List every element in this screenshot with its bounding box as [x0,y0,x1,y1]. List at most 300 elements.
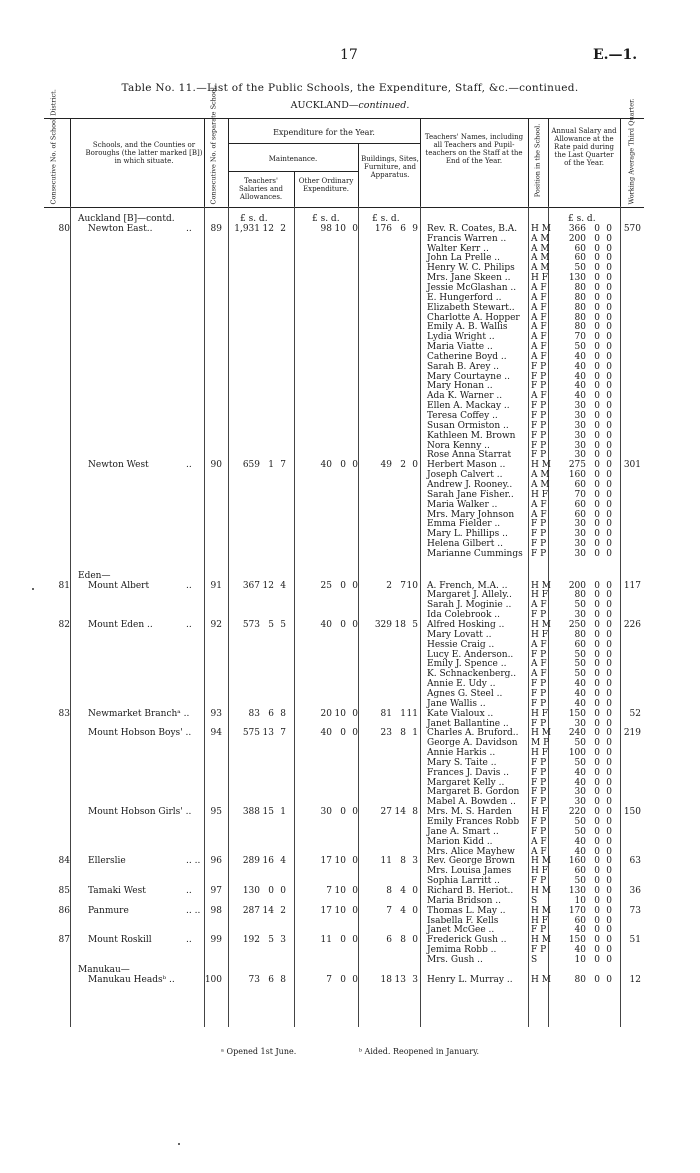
table-row [0,975,700,986]
district-number: 82 [58,620,70,630]
footnote-a: ᵃ Opened 1st June. [220,1047,297,1056]
asal-annual-salary: 50 0 0 [574,757,612,768]
working-average: 51 [629,935,641,946]
teacher-position: F P [531,450,547,461]
teacher-name: Mary Courtayne .. [427,371,511,382]
teacher-position: H M [531,935,551,946]
oth-other: 98 10 0 [320,223,358,234]
asal-annual-salary: 80 0 0 [574,629,612,640]
asal-annual-salary: 80 0 0 [574,292,612,303]
bld-buildings: 6 8 0 [386,935,418,946]
teacher-name: Marion Kidd .. [427,836,493,847]
teacher-position: A F [531,836,547,847]
teacher-position: F P [531,679,547,690]
asal-annual-salary: 40 0 0 [574,767,612,778]
sal-salaries: 130 0 0 [242,885,286,896]
teacher-name: Frances J. Davis .. [427,767,509,778]
teacher-position: A M [531,479,550,490]
asal-annual-salary: 250 0 0 [568,620,612,630]
working-average: 52 [629,708,641,719]
asal-annual-salary: 275 0 0 [568,460,612,471]
teacher-position: F P [531,718,547,729]
school-name: Mount Hobson Girls' .. [88,807,192,818]
asal-annual-salary: 50 0 0 [574,876,612,887]
teacher-position: A F [531,600,547,611]
teacher-name: Sarah Jane Fisher.. [427,489,514,500]
header-annual-salary: Annual Salary and Allowance at the Rate paid during the Last Quarter of the Year. [551,127,617,167]
oth-other: 17 10 0 [320,905,358,916]
asal-annual-salary: 50 0 0 [574,649,612,660]
teacher-name: George A. Davidson [427,738,518,749]
leader-dots: .. [186,580,192,591]
teacher-name: Jane A. Smart .. [427,826,499,837]
header-teachers-names: Teachers' Names, including all Teachers and Pupil-teachers on the Staff at the End of the Year. [424,133,524,165]
teacher-name: Margaret B. Gordon [427,787,520,798]
working-average: 219 [623,728,641,739]
bld-buildings: 81 111 [380,708,418,719]
working-average: 150 [623,807,641,818]
teacher-name: E. Hungerford .. [427,292,502,303]
teacher-position: H F [531,708,548,719]
lsd-label-salaries: £ s. d. [240,214,268,224]
sal-salaries: 83 6 8 [248,708,286,719]
district-number: 85 [58,885,70,896]
teacher-position: F P [531,440,547,451]
sal-salaries: 573 5 5 [242,620,286,630]
asal-annual-salary: 30 0 0 [574,797,612,808]
sal-salaries: 289 16 4 [242,856,286,867]
teacher-position: H F [531,915,548,926]
teacher-name: Maria Walker .. [427,499,498,510]
teacher-name: Thomas L. May .. [427,905,506,916]
teacher-name: Richard B. Heriot.. [427,885,514,896]
teacher-name: Ada K. Warner .. [427,391,503,402]
working-average: 12 [629,974,641,985]
oth-other: 25 0 0 [320,580,358,591]
bld-buildings: 7 4 0 [386,905,418,916]
school-number: 99 [210,935,222,946]
sal-salaries: 1,931 12 2 [234,223,286,234]
teacher-name: Emma Fielder .. [427,519,501,530]
document-reference: E.—1. [593,47,638,63]
teacher-position: A F [531,669,547,680]
sal-salaries: 287 14 2 [242,905,286,916]
school-name: Ellerslie [88,856,126,867]
table-title: Table No. 11.—List of the Public Schools, the Expenditure, Staff, &c.—continued. [121,82,579,94]
teacher-name: Rose Anna Starrat [427,450,512,461]
teacher-position: F P [531,777,547,788]
teacher-position: F P [531,401,547,412]
teacher-position: A F [531,322,547,333]
bld-buildings: 23 8 1 [380,728,418,739]
teacher-position: F P [531,826,547,837]
teacher-position: F P [531,539,547,550]
teacher-position: H F [531,590,548,601]
teacher-position: F P [531,371,547,382]
teacher-position: F P [531,797,547,808]
oth-other: 7 10 0 [326,885,358,896]
stray-mark [178,1143,180,1145]
teacher-position: A F [531,846,547,857]
asal-annual-salary: 50 0 0 [574,659,612,670]
header-working-average: Working Average Third Quarter. [627,98,636,205]
teacher-name: Charles A. Bruford.. [427,728,519,739]
teacher-name: Lydia Wright .. [427,332,495,343]
teacher-name: Nora Kenny .. [427,440,490,451]
sal-salaries: 73 6 8 [248,974,286,985]
teacher-position: F P [531,649,547,660]
teacher-name: Janet McGee .. [427,925,495,936]
asal-annual-salary: 30 0 0 [574,529,612,540]
asal-annual-salary: 60 0 0 [574,915,612,926]
teacher-position: A F [531,332,547,343]
oth-other: 40 0 0 [320,460,358,471]
teacher-position: H M [531,974,551,985]
asal-annual-salary: 70 0 0 [574,489,612,500]
school-number: 94 [210,728,222,739]
asal-annual-salary: 50 0 0 [574,826,612,837]
header-expenditure: Expenditure for the Year. [273,128,375,137]
teacher-position: A F [531,499,547,510]
teacher-name: Charlotte A. Hopper [427,312,520,323]
teacher-name: Mary L. Phillips .. [427,529,508,540]
asal-annual-salary: 40 0 0 [574,925,612,936]
teacher-name: Mary Honan .. [427,381,493,392]
sal-salaries: 192 5 3 [242,935,286,946]
teacher-name: Elizabeth Stewart.. [427,302,515,313]
leader-dots: .. .. [186,905,201,916]
teacher-position: F P [531,757,547,768]
lsd-label-other: £ s. d. [312,214,340,224]
teacher-name: Henry W. C. Philips [427,263,515,274]
teacher-name: Kathleen M. Brown [427,430,516,441]
teacher-position: A M [531,470,550,481]
asal-annual-salary: 40 0 0 [574,945,612,956]
school-name: Tamaki West [88,885,146,896]
asal-annual-salary: 50 0 0 [574,263,612,274]
school-number: 91 [210,580,222,591]
teacher-position: A M [531,233,550,244]
school-name: Manukau Headsᵇ .. [88,974,175,985]
asal-annual-salary: 200 0 0 [568,580,612,591]
teacher-position: F P [531,688,547,699]
school-number: 98 [210,905,222,916]
teacher-name: K. Schnackenberg.. [427,669,517,680]
school-number: 89 [210,223,222,234]
teacher-name: Andrew J. Rooney.. [427,479,513,490]
teacher-position: F P [531,787,547,798]
asal-annual-salary: 60 0 0 [574,509,612,520]
bld-buildings: 27 14 8 [380,807,418,818]
stray-mark [32,588,34,590]
school-number: 93 [210,708,222,719]
school-name: Mount Albert [88,580,150,591]
teacher-name: Annie E. Udy .. [427,679,496,690]
leader-dots: .. [186,885,192,896]
teacher-name: Mary Lovatt .. [427,629,492,640]
asal-annual-salary: 80 0 0 [574,282,612,293]
header-buildings: Buildings, Sites, Furniture, and Apparatus. [361,155,419,179]
teacher-position: F P [531,698,547,709]
header-schools: Schools, and the Counties or Boroughs (the latter marked [B]) in which situate. [85,141,203,165]
teacher-name: Mary S. Taite .. [427,757,497,768]
school-name: Mount Roskill [88,935,152,946]
asal-annual-salary: 30 0 0 [574,610,612,621]
teacher-position: H M [531,460,551,471]
school-number: 100 [204,974,222,985]
header-consec-school: Consecutive No. of separate School. [209,85,218,205]
asal-annual-salary: 60 0 0 [574,866,612,877]
teacher-name: Susan Ormiston .. [427,420,509,431]
teacher-position: H M [531,885,551,896]
asal-annual-salary: 240 0 0 [568,728,612,739]
district-number: 87 [58,935,70,946]
header-other-expenditure: Other Ordinary Expenditure. [298,177,354,193]
asal-annual-salary: 30 0 0 [574,411,612,421]
teacher-position: H M [531,728,551,739]
teacher-name: Mrs. M. S. Harden [427,807,512,818]
asal-annual-salary: 40 0 0 [574,391,612,402]
school-number: 97 [210,885,222,896]
asal-annual-salary: 50 0 0 [574,669,612,680]
school-number: 96 [210,856,222,867]
teacher-position: H F [531,629,548,640]
asal-annual-salary: 30 0 0 [574,440,612,451]
school-number: 90 [210,460,222,471]
teacher-position: H F [531,807,548,818]
asal-annual-salary: 40 0 0 [574,846,612,857]
asal-annual-salary: 60 0 0 [574,253,612,264]
teacher-position: H F [531,866,548,877]
asal-annual-salary: 30 0 0 [574,450,612,461]
teacher-position: F P [531,876,547,887]
teacher-position: H M [531,905,551,916]
asal-annual-salary: 70 0 0 [574,332,612,343]
teacher-position: A F [531,659,547,670]
footnotes [0,1047,700,1056]
teacher-position: F P [531,420,547,431]
teacher-name: Alfred Hosking .. [427,620,505,630]
teacher-name: John La Prelle .. [427,253,501,264]
school-name: Auckland [B]—contd. [78,214,175,224]
asal-annual-salary: 30 0 0 [574,787,612,798]
teacher-name: Margaret Kelly .. [427,777,505,788]
teacher-name: Lucy E. Anderson.. [427,649,514,660]
teacher-name: Agnes G. Steel .. [427,688,503,699]
bld-buildings: 2 710 [386,580,418,591]
district-number: 80 [58,223,70,234]
teacher-name: Francis Warren .. [427,233,507,244]
asal-annual-salary: 40 0 0 [574,361,612,372]
oth-other: 40 0 0 [320,620,358,630]
school-name: Manukau— [78,964,130,975]
teacher-position: A F [531,351,547,362]
teacher-name: Walter Kerr .. [427,243,489,254]
teacher-name: Janet Ballantine .. [427,718,509,729]
bld-buildings: 49 2 0 [380,460,418,471]
working-average: 226 [623,620,641,630]
teacher-name: Teresa Coffey .. [427,411,498,421]
school-name: Newmarket Branchᵃ .. [88,708,190,719]
page-number: 17 [340,47,358,63]
asal-annual-salary: 60 0 0 [574,499,612,510]
sal-salaries: 388 15 1 [242,807,286,818]
teacher-position: M P [531,738,550,749]
leader-dots: .. [186,620,192,630]
teacher-name: Catherine Boyd .. [427,351,507,362]
teacher-name: Isabella F. Kells [427,915,499,926]
teacher-name: Ellen A. Mackay .. [427,401,510,412]
teacher-name: Kate Vialoux .. [427,708,494,719]
teacher-position: F P [531,430,547,441]
asal-annual-salary: 10 0 0 [574,954,612,965]
teacher-position: A F [531,312,547,323]
teacher-position: H M [531,856,551,867]
footnote-b: ᵇ Aided. Reopened in January. [358,1047,480,1056]
teacher-name: Jane Wallis .. [427,698,486,709]
teacher-position: H F [531,273,548,284]
bld-buildings: 329 18 5 [374,620,418,630]
teacher-name: Ida Colebrook .. [427,610,500,621]
teacher-name: Sarah B. Arey .. [427,361,499,372]
bld-buildings: 176 6 9 [374,223,418,234]
teacher-name: Maria Bridson .. [427,895,501,906]
asal-annual-salary: 130 0 0 [568,885,612,896]
teacher-name: Herbert Mason .. [427,460,506,471]
teacher-name: Jessie McGlashan .. [427,282,517,293]
asal-annual-salary: 30 0 0 [574,548,612,559]
teacher-position: F P [531,548,547,559]
table-subtitle: AUCKLAND—continued. [290,100,410,111]
district-number: 84 [58,856,70,867]
asal-annual-salary: 40 0 0 [574,836,612,847]
asal-annual-salary: 160 0 0 [568,470,612,481]
teacher-position: H M [531,223,551,234]
teacher-position: H M [531,580,551,591]
teacher-name: Mabel A. Bowden .. [427,797,516,808]
teacher-name: Sarah J. Moginie .. [427,600,512,611]
school-name: Mount Hobson Boys' .. [88,728,192,739]
school-name: Eden— [78,570,111,581]
asal-annual-salary: 80 0 0 [574,974,612,985]
bld-buildings: 18 13 3 [380,974,418,985]
asal-annual-salary: 170 0 0 [568,905,612,916]
school-name: Newton West [88,460,149,471]
header-consec-district: Consecutive No. of School District. [49,89,58,205]
header-teachers-salaries: Teachers' Salaries and Allowances. [238,177,284,201]
asal-annual-salary: 30 0 0 [574,718,612,729]
asal-annual-salary: 60 0 0 [574,243,612,254]
teacher-position: H M [531,620,551,630]
lsd-label-salary: £ s. d. [568,214,596,224]
teacher-name: Hessie Craig .. [427,639,495,650]
teacher-position: F P [531,411,547,421]
teacher-name: Rev. R. Coates, B.A. [427,223,518,234]
school-name: Panmure [88,905,129,916]
asal-annual-salary: 30 0 0 [574,401,612,412]
asal-annual-salary: 80 0 0 [574,590,612,601]
leader-dots: .. [186,935,192,946]
asal-annual-salary: 80 0 0 [574,302,612,313]
asal-annual-salary: 366 0 0 [568,223,612,234]
teacher-name: Rev. George Brown [427,856,515,867]
oth-other: 40 0 0 [320,728,358,739]
teacher-position: S [531,954,538,965]
asal-annual-salary: 30 0 0 [574,519,612,530]
teacher-position: H F [531,489,548,500]
teacher-position: A M [531,253,550,264]
teacher-name: Margaret J. Allely.. [427,590,512,601]
asal-annual-salary: 40 0 0 [574,777,612,788]
teacher-name: Maria Viatte .. [427,342,493,353]
asal-annual-salary: 40 0 0 [574,381,612,392]
teacher-name: Emily Frances Robb [427,817,520,827]
working-average: 117 [623,580,641,591]
oth-other: 17 10 0 [320,856,358,867]
asal-annual-salary: 60 0 0 [574,639,612,650]
sal-salaries: 367 12 4 [242,580,286,591]
teacher-position: A M [531,263,550,274]
asal-annual-salary: 220 0 0 [568,807,612,818]
asal-annual-salary: 130 0 0 [568,273,612,284]
teacher-position: S [531,895,538,906]
asal-annual-salary: 30 0 0 [574,430,612,441]
teacher-position: F P [531,361,547,372]
oth-other: 11 0 0 [320,935,358,946]
teacher-position: H F [531,748,548,759]
leader-dots: .. [186,223,192,234]
teacher-name: Mrs. Louisa James [427,866,512,877]
bld-buildings: 8 4 0 [386,885,418,896]
teacher-position: A F [531,292,547,303]
asal-annual-salary: 50 0 0 [574,817,612,827]
teacher-position: A F [531,342,547,353]
teacher-position: A M [531,243,550,254]
asal-annual-salary: 160 0 0 [568,856,612,867]
working-average: 570 [623,223,641,234]
district-number: 86 [58,905,70,916]
asal-annual-salary: 60 0 0 [574,479,612,490]
teacher-name: Henry L. Murray .. [427,974,513,985]
teacher-position: F P [531,945,547,956]
header-position: Position in the School. [533,123,542,198]
teacher-name: Jemima Robb .. [427,945,497,956]
teacher-position: F P [531,529,547,540]
working-average: 301 [623,460,641,471]
asal-annual-salary: 40 0 0 [574,351,612,362]
oth-other: 20 10 0 [320,708,358,719]
school-name: Newton East.. [88,223,153,234]
teacher-position: F P [531,925,547,936]
teacher-position: F P [531,767,547,778]
teacher-position: A F [531,302,547,313]
asal-annual-salary: 40 0 0 [574,698,612,709]
working-average: 63 [629,856,641,867]
sal-salaries: 659 1 7 [242,460,286,471]
oth-other: 30 0 0 [320,807,358,818]
asal-annual-salary: 50 0 0 [574,342,612,353]
teacher-name: Frederick Gush .. [427,935,507,946]
asal-annual-salary: 80 0 0 [574,312,612,323]
lsd-label-buildings: £ s. d. [372,214,400,224]
school-name: Mount Eden .. [88,620,153,630]
table-row [0,549,700,560]
asal-annual-salary: 30 0 0 [574,539,612,550]
oth-other: 7 0 0 [326,974,358,985]
asal-annual-salary: 30 0 0 [574,420,612,431]
teacher-name: Joseph Calvert .. [427,470,503,481]
teacher-position: F P [531,610,547,621]
